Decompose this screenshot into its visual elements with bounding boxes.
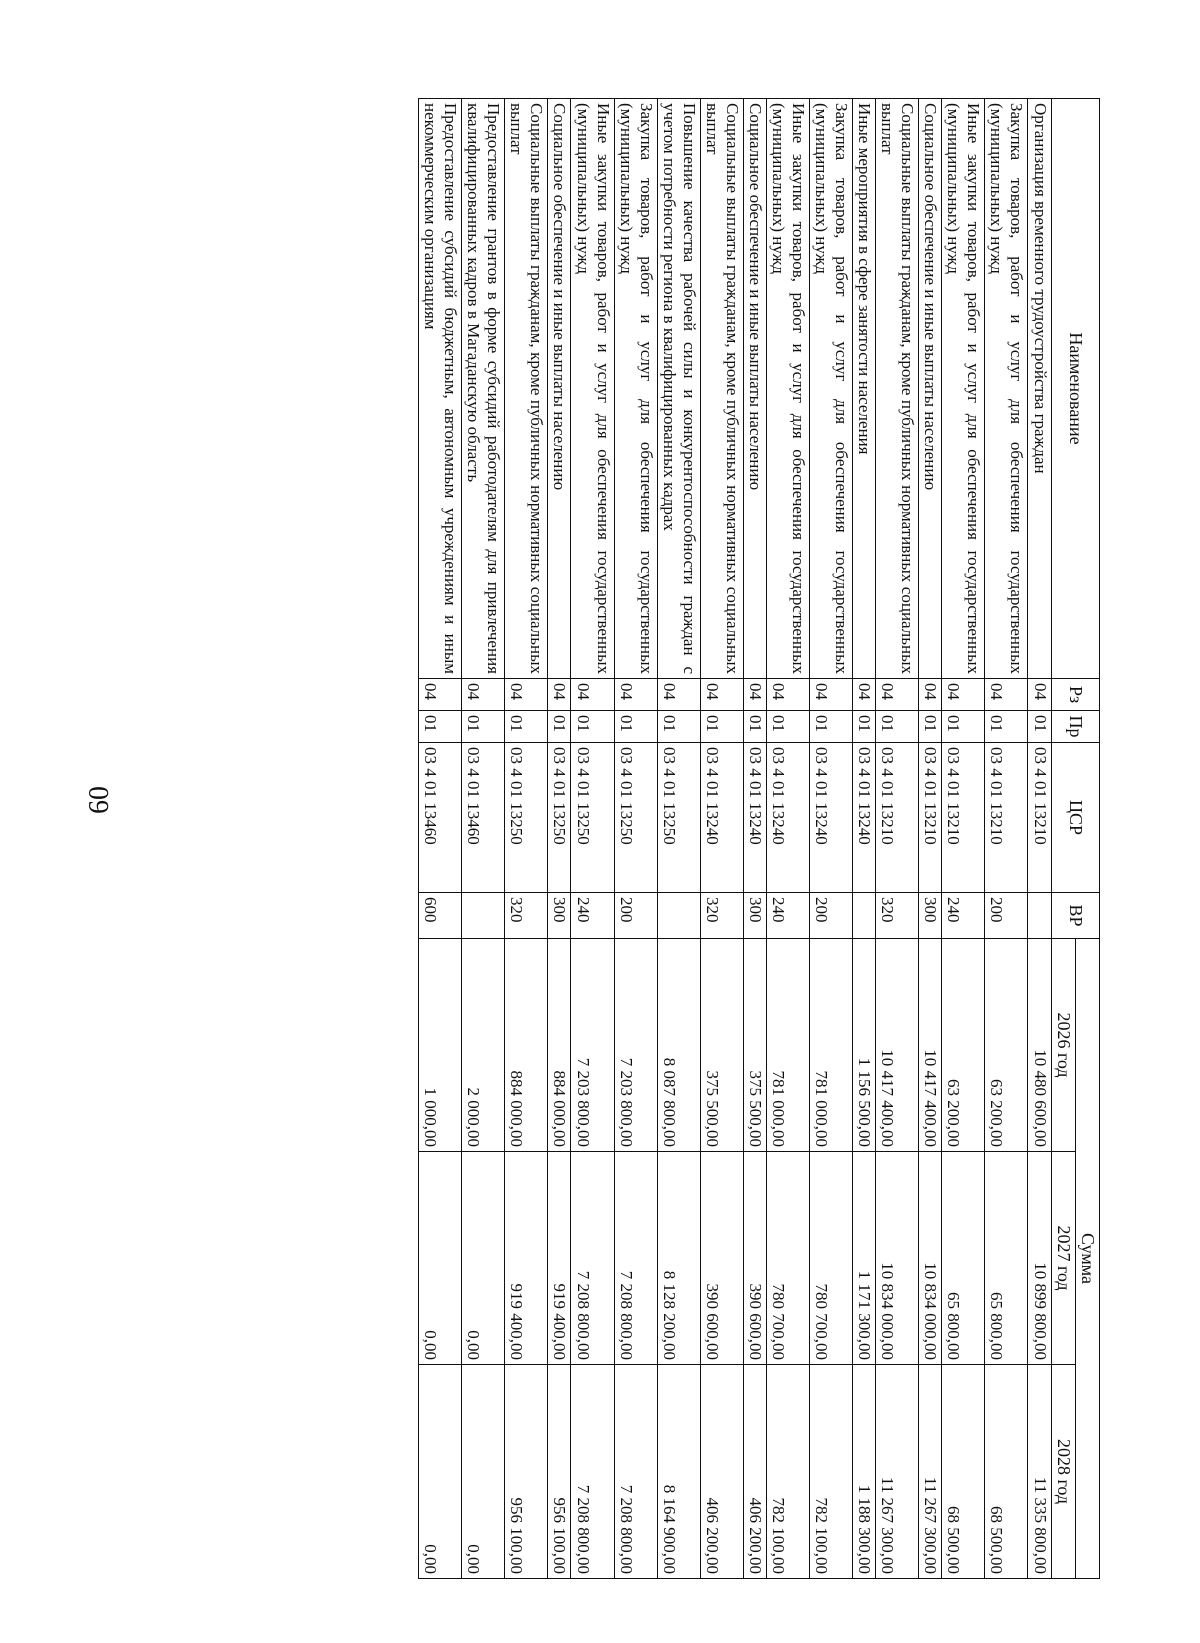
table-row <box>571 99 614 1579</box>
cell-2027: 10 834 000,00 <box>876 1152 919 1365</box>
cell-2026: 63 200,00 <box>985 939 1028 1152</box>
cell-csr: 03 4 01 13250 <box>548 743 571 893</box>
cell-rz: 04 <box>571 679 614 711</box>
table-row <box>766 99 809 1579</box>
cell-2026: 1 156 500,00 <box>853 939 876 1152</box>
cell-vr: 300 <box>743 893 766 939</box>
cell-csr: 03 4 01 13210 <box>985 743 1028 893</box>
cell-pr: 01 <box>985 711 1028 743</box>
cell-pr: 01 <box>571 711 614 743</box>
cell-2026: 884 000,00 <box>548 939 571 1152</box>
cell-name: Иные закупки товаров, работ и услуг для обеспечения государственных (муниципальных) нужд <box>571 99 614 679</box>
cell-2027: 0,00 <box>462 1152 505 1365</box>
cell-pr: 01 <box>853 711 876 743</box>
cell-rz: 04 <box>919 679 942 711</box>
cell-csr: 03 4 01 13250 <box>614 743 657 893</box>
cell-2027: 390 600,00 <box>700 1152 743 1365</box>
cell-pr: 01 <box>505 711 548 743</box>
table-row <box>462 99 505 1579</box>
cell-rz: 04 <box>505 679 548 711</box>
header-vr: ВР <box>1051 893 1099 939</box>
rotated-page-content <box>160 98 1100 1578</box>
cell-pr: 01 <box>657 711 700 743</box>
cell-pr: 01 <box>419 711 462 743</box>
table-header <box>1051 99 1099 1579</box>
cell-rz: 04 <box>876 679 919 711</box>
cell-vr: 240 <box>766 893 809 939</box>
cell-name: Иные закупки товаров, работ и услуг для обеспечения государственных (муниципальных) нужд <box>942 99 985 679</box>
cell-2026: 375 500,00 <box>743 939 766 1152</box>
cell-2026: 63 200,00 <box>942 939 985 1152</box>
page-number: 60 <box>84 786 115 814</box>
cell-csr: 03 4 01 13460 <box>462 743 505 893</box>
header-csr: ЦСР <box>1051 743 1099 893</box>
cell-rz: 04 <box>548 679 571 711</box>
cell-2027: 8 128 200,00 <box>657 1152 700 1365</box>
table-row <box>505 99 548 1579</box>
table-row <box>548 99 571 1579</box>
cell-2027: 10 834 000,00 <box>919 1152 942 1365</box>
cell-rz: 04 <box>743 679 766 711</box>
cell-2026: 8 087 800,00 <box>657 939 700 1152</box>
cell-rz: 04 <box>985 679 1028 711</box>
cell-2027: 65 800,00 <box>985 1152 1028 1365</box>
table-row <box>614 99 657 1579</box>
cell-2027: 780 700,00 <box>766 1152 809 1365</box>
cell-2028: 11 267 300,00 <box>876 1365 919 1579</box>
header-sum: Сумма <box>1075 939 1099 1579</box>
cell-vr: 240 <box>942 893 985 939</box>
cell-2028: 0,00 <box>462 1365 505 1579</box>
cell-name: Иные мероприятия в сфере занятости населения <box>853 99 876 679</box>
cell-2026: 781 000,00 <box>810 939 853 1152</box>
cell-2026: 2 000,00 <box>462 939 505 1152</box>
cell-name: Социальные выплаты гражданам, кроме публичных нормативных социальных выплат <box>876 99 919 679</box>
cell-csr: 03 4 01 13240 <box>743 743 766 893</box>
table-body <box>419 99 1051 1579</box>
cell-vr: 200 <box>614 893 657 939</box>
cell-vr: 600 <box>419 893 462 939</box>
header-pr: Пр <box>1051 711 1099 743</box>
cell-name: Социальное обеспечение и иные выплаты населению <box>743 99 766 679</box>
table-row <box>919 99 942 1579</box>
cell-pr: 01 <box>548 711 571 743</box>
budget-table <box>418 98 1100 1579</box>
cell-2027: 390 600,00 <box>743 1152 766 1365</box>
cell-vr: 200 <box>810 893 853 939</box>
header-2026: 2026 год <box>1051 939 1075 1152</box>
cell-name: Социальные выплаты гражданам, кроме публичных нормативных социальных выплат <box>505 99 548 679</box>
cell-2028: 8 164 900,00 <box>657 1365 700 1579</box>
cell-name: Закупка товаров, работ и услуг для обеспечения государственных (муниципальных) нужд <box>810 99 853 679</box>
cell-2026: 781 000,00 <box>766 939 809 1152</box>
table-row <box>810 99 853 1579</box>
cell-vr: 240 <box>571 893 614 939</box>
cell-name: Закупка товаров, работ и услуг для обеспечения государственных (муниципальных) нужд <box>614 99 657 679</box>
table-row <box>743 99 766 1579</box>
cell-rz: 04 <box>462 679 505 711</box>
cell-2028: 11 335 800,00 <box>1028 1365 1051 1579</box>
cell-2028: 68 500,00 <box>942 1365 985 1579</box>
cell-name: Социальное обеспечение и иные выплаты населению <box>919 99 942 679</box>
cell-rz: 04 <box>700 679 743 711</box>
cell-csr: 03 4 01 13210 <box>876 743 919 893</box>
cell-2026: 884 000,00 <box>505 939 548 1152</box>
cell-rz: 04 <box>1028 679 1051 711</box>
header-2028: 2028 год <box>1051 1365 1075 1579</box>
cell-name: Иные закупки товаров, работ и услуг для обеспечения государственных (муниципальных) нужд <box>766 99 809 679</box>
cell-csr: 03 4 01 13250 <box>571 743 614 893</box>
table-row <box>985 99 1028 1579</box>
cell-name: Предоставление грантов в форме субсидий работодателям для привлечения квалифицированных кадров в Магаданскую область <box>462 99 505 679</box>
cell-vr: 320 <box>700 893 743 939</box>
cell-name: Повышение качества рабочей силы и конкурентоспособности граждан с учетом потребности региона в квалифицированных кадрах <box>657 99 700 679</box>
cell-2027: 7 208 800,00 <box>614 1152 657 1365</box>
cell-rz: 04 <box>614 679 657 711</box>
cell-rz: 04 <box>853 679 876 711</box>
cell-2026: 7 203 800,00 <box>614 939 657 1152</box>
table-row <box>700 99 743 1579</box>
cell-csr: 03 4 01 13250 <box>657 743 700 893</box>
cell-name: Предоставление субсидий бюджетным, автономным учреждениям и иным некоммерческим организациям <box>419 99 462 679</box>
cell-2027: 0,00 <box>419 1152 462 1365</box>
cell-csr: 03 4 01 13240 <box>853 743 876 893</box>
cell-rz: 04 <box>766 679 809 711</box>
cell-csr: 03 4 01 13240 <box>766 743 809 893</box>
cell-2026: 10 417 400,00 <box>919 939 942 1152</box>
cell-2028: 406 200,00 <box>700 1365 743 1579</box>
cell-csr: 03 4 01 13250 <box>505 743 548 893</box>
cell-pr: 01 <box>876 711 919 743</box>
cell-name: Организация временного трудоустройства граждан <box>1028 99 1051 679</box>
cell-csr: 03 4 01 13210 <box>919 743 942 893</box>
table-row <box>876 99 919 1579</box>
cell-name: Социальное обеспечение и иные выплаты населению <box>548 99 571 679</box>
cell-pr: 01 <box>919 711 942 743</box>
cell-vr: 200 <box>985 893 1028 939</box>
cell-2026: 375 500,00 <box>700 939 743 1152</box>
cell-2027: 919 400,00 <box>505 1152 548 1365</box>
cell-pr: 01 <box>942 711 985 743</box>
cell-2028: 11 267 300,00 <box>919 1365 942 1579</box>
cell-2028: 956 100,00 <box>505 1365 548 1579</box>
cell-vr: 320 <box>505 893 548 939</box>
cell-pr: 01 <box>743 711 766 743</box>
table-row <box>942 99 985 1579</box>
cell-2026: 10 480 600,00 <box>1028 939 1051 1152</box>
table-row <box>657 99 700 1579</box>
cell-pr: 01 <box>462 711 505 743</box>
cell-2027: 919 400,00 <box>548 1152 571 1365</box>
cell-csr: 03 4 01 13240 <box>700 743 743 893</box>
cell-vr <box>462 893 505 939</box>
cell-2027: 10 899 800,00 <box>1028 1152 1051 1365</box>
header-rz: Рз <box>1051 679 1099 711</box>
cell-csr: 03 4 01 13210 <box>942 743 985 893</box>
cell-rz: 04 <box>419 679 462 711</box>
cell-vr <box>657 893 700 939</box>
cell-2027: 7 208 800,00 <box>571 1152 614 1365</box>
header-2027: 2027 год <box>1051 1152 1075 1365</box>
cell-csr: 03 4 01 13240 <box>810 743 853 893</box>
cell-pr: 01 <box>700 711 743 743</box>
cell-vr: 300 <box>919 893 942 939</box>
cell-2028: 68 500,00 <box>985 1365 1028 1579</box>
cell-vr <box>853 893 876 939</box>
cell-2027: 1 171 300,00 <box>853 1152 876 1365</box>
cell-2026: 1 000,00 <box>419 939 462 1152</box>
cell-vr <box>1028 893 1051 939</box>
cell-pr: 01 <box>766 711 809 743</box>
cell-2028: 1 188 300,00 <box>853 1365 876 1579</box>
table-row <box>1028 99 1051 1579</box>
header-name: Наименование <box>1051 99 1099 679</box>
cell-2028: 7 208 800,00 <box>571 1365 614 1579</box>
cell-2028: 0,00 <box>419 1365 462 1579</box>
cell-vr: 300 <box>548 893 571 939</box>
cell-rz: 04 <box>810 679 853 711</box>
cell-rz: 04 <box>657 679 700 711</box>
cell-csr: 03 4 01 13210 <box>1028 743 1051 893</box>
cell-pr: 01 <box>810 711 853 743</box>
cell-2026: 10 417 400,00 <box>876 939 919 1152</box>
cell-2028: 406 200,00 <box>743 1365 766 1579</box>
cell-2027: 780 700,00 <box>810 1152 853 1365</box>
cell-2028: 782 100,00 <box>766 1365 809 1579</box>
cell-vr: 320 <box>876 893 919 939</box>
cell-pr: 01 <box>1028 711 1051 743</box>
cell-2028: 956 100,00 <box>548 1365 571 1579</box>
table-row <box>853 99 876 1579</box>
cell-csr: 03 4 01 13460 <box>419 743 462 893</box>
cell-name: Социальные выплаты гражданам, кроме публичных нормативных социальных выплат <box>700 99 743 679</box>
cell-2026: 7 203 800,00 <box>571 939 614 1152</box>
cell-2028: 782 100,00 <box>810 1365 853 1579</box>
cell-2028: 7 208 800,00 <box>614 1365 657 1579</box>
cell-2027: 65 800,00 <box>942 1152 985 1365</box>
cell-name: Закупка товаров, работ и услуг для обеспечения государственных (муниципальных) нужд <box>985 99 1028 679</box>
cell-rz: 04 <box>942 679 985 711</box>
table-row <box>419 99 462 1579</box>
cell-pr: 01 <box>614 711 657 743</box>
